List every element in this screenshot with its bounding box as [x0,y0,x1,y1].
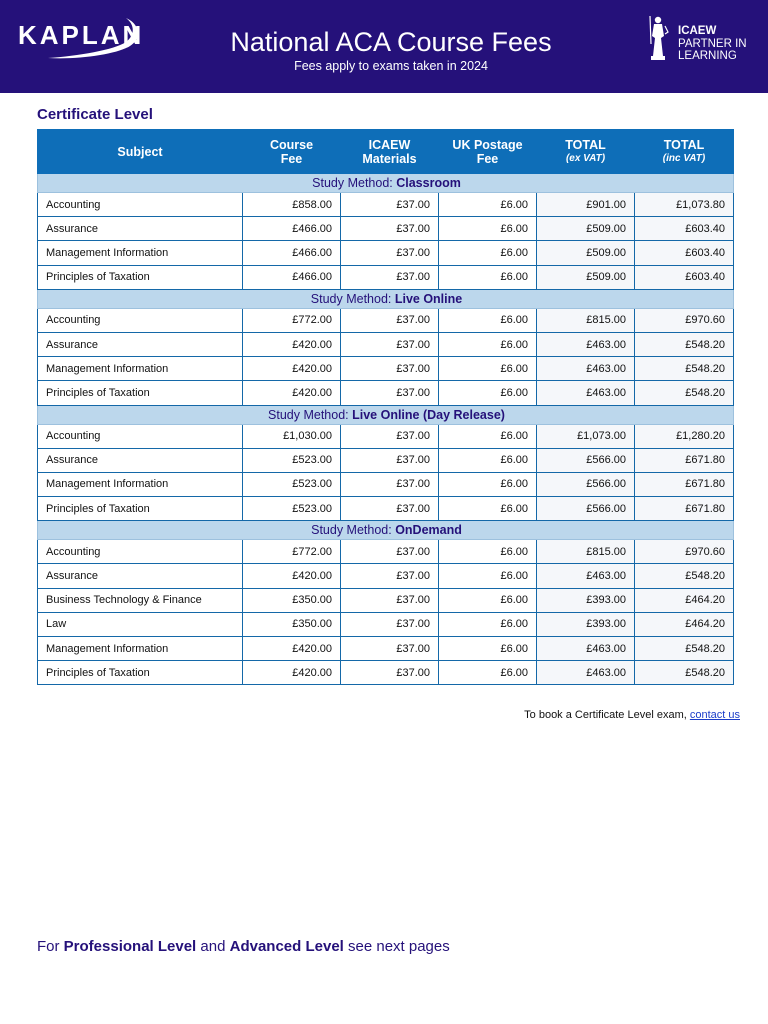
subject-cell: Management Information [38,357,243,381]
col-label: ICAEW Materials [362,137,417,166]
fee-cell: £815.00 [537,540,635,564]
study-method-row [38,405,734,424]
subject-cell: Principles of Taxation [38,265,243,289]
fee-cell: £6.00 [439,241,537,265]
fee-cell: £37.00 [341,588,439,612]
fee-cell: £37.00 [341,265,439,289]
fee-cell: £37.00 [341,661,439,685]
fee-cell: £6.00 [439,448,537,472]
table-row [38,193,734,217]
fee-cell: £671.80 [635,448,734,472]
fee-cell: £6.00 [439,661,537,685]
fee-cell: £671.80 [635,472,734,496]
fee-cell: £393.00 [537,612,635,636]
fee-cell: £6.00 [439,332,537,356]
fee-cell: £1,073.00 [537,424,635,448]
col-header-subject [38,130,243,174]
subject-cell: Assurance [38,448,243,472]
fee-cell: £37.00 [341,308,439,332]
fee-cell: £463.00 [537,332,635,356]
fee-cell: £420.00 [243,661,341,685]
fee-cell: £509.00 [537,265,635,289]
study-method-cell [38,521,734,540]
study-method-prefix: Study Method: [310,291,395,306]
table-header-row [38,130,734,174]
table-row [38,308,734,332]
fee-cell: £901.00 [537,193,635,217]
fee-cell: £671.80 [635,497,734,521]
table-row [38,540,734,564]
col-label: TOTAL [663,137,705,152]
table-row [38,424,734,448]
page-subtitle: Fees apply to exams taken in 2024 [294,59,488,73]
section-title: Certificate Level [37,106,153,123]
fee-cell: £350.00 [243,588,341,612]
col-label: TOTAL [565,137,606,152]
professional-level-label: Professional Level [63,938,197,955]
table-row [38,265,734,289]
subject-cell: Law [38,612,243,636]
col-note: (ex VAT) [565,152,606,164]
col-header-course-fee [243,130,341,174]
study-method-prefix: Study Method: [268,407,353,422]
subject-cell: Business Technology & Finance [38,588,243,612]
fee-cell: £566.00 [537,497,635,521]
fee-cell: £420.00 [243,564,341,588]
col-header-total-ex-vat [537,130,635,174]
table-row [38,381,734,405]
fee-cell: £6.00 [439,612,537,636]
fee-cell: £772.00 [243,540,341,564]
fee-cell: £37.00 [341,564,439,588]
fee-cell: £6.00 [439,637,537,661]
study-method-name: Live Online [394,291,463,306]
fee-cell: £523.00 [243,472,341,496]
fee-cell: £603.40 [635,217,734,241]
page-title: National ACA Course Fees [230,27,552,57]
fee-cell: £420.00 [243,637,341,661]
subject-cell: Accounting [38,424,243,448]
fee-cell: £566.00 [537,448,635,472]
table-row [38,661,734,685]
page-header [0,0,768,93]
footer-post: see next pages [343,938,450,955]
fee-cell: £464.20 [635,588,734,612]
fee-cell: £37.00 [341,241,439,265]
col-label: UK Postage Fee [452,137,523,166]
fee-cell: £466.00 [243,217,341,241]
fee-cell: £772.00 [243,308,341,332]
title-block [180,26,602,74]
fee-cell: £37.00 [341,448,439,472]
fee-cell: £6.00 [439,193,537,217]
footer-note [37,938,450,955]
advanced-level-label: Advanced Level [229,938,344,955]
subject-cell: Principles of Taxation [38,497,243,521]
subject-cell: Management Information [38,241,243,265]
fee-cell: £6.00 [439,564,537,588]
fee-cell: £523.00 [243,448,341,472]
fees-table [37,129,734,685]
table-row [38,217,734,241]
fees-table-body [38,174,734,685]
fee-cell: £464.20 [635,612,734,636]
fee-cell: £463.00 [537,637,635,661]
fee-cell: £466.00 [243,241,341,265]
study-method-cell [38,289,734,308]
study-method-prefix: Study Method: [311,523,396,538]
fee-cell: £37.00 [341,472,439,496]
fee-cell: £37.00 [341,497,439,521]
fee-cell: £350.00 [243,612,341,636]
table-row [38,357,734,381]
fee-cell: £6.00 [439,308,537,332]
fee-cell: £548.20 [635,661,734,685]
footer-pre: For [37,938,64,955]
fee-cell: £6.00 [439,472,537,496]
study-method-cell [38,405,734,424]
subject-cell: Assurance [38,217,243,241]
study-method-prefix: Study Method: [312,176,397,190]
fee-cell: £420.00 [243,381,341,405]
subject-cell: Assurance [38,564,243,588]
fee-cell: £6.00 [439,497,537,521]
fee-cell: £393.00 [537,588,635,612]
fee-cell: £37.00 [341,381,439,405]
fee-cell: £6.00 [439,357,537,381]
fee-cell: £37.00 [341,424,439,448]
study-method-name: Live Online (Day Release) [352,407,505,422]
fee-cell: £466.00 [243,265,341,289]
kaplan-wordmark: KAPLAN [18,20,145,50]
fee-cell: £420.00 [243,357,341,381]
booking-note [524,709,740,721]
study-method-row [38,289,734,308]
table-row [38,332,734,356]
fee-cell: £1,280.20 [635,424,734,448]
study-method-row [38,174,734,193]
fee-cell: £6.00 [439,217,537,241]
study-method-name: OnDemand [395,523,462,538]
icaew-line-2: PARTNER IN [678,37,747,50]
fee-cell: £37.00 [341,193,439,217]
icaew-text [678,25,747,63]
fee-cell: £1,030.00 [243,424,341,448]
table-row [38,612,734,636]
subject-cell: Accounting [38,308,243,332]
icaew-line-1: ICAEW [678,25,717,37]
fee-cell: £1,073.80 [635,193,734,217]
fee-cell: £858.00 [243,193,341,217]
table-row [38,564,734,588]
fee-cell: £463.00 [537,564,635,588]
fee-cell: £37.00 [341,540,439,564]
icaew-figure-icon [646,14,670,62]
fee-cell: £6.00 [439,381,537,405]
col-note: (inc VAT) [662,152,706,164]
fee-cell: £6.00 [439,424,537,448]
subject-cell: Principles of Taxation [38,661,243,685]
fee-cell: £548.20 [635,332,734,356]
contact-us-link[interactable]: contact us [689,709,740,721]
study-method-name: Classroom [396,176,461,190]
fee-cell: £523.00 [243,497,341,521]
fee-cell: £463.00 [537,661,635,685]
fee-cell: £603.40 [635,241,734,265]
fee-cell: £6.00 [439,588,537,612]
fee-cell: £548.20 [635,357,734,381]
study-method-row [38,521,734,540]
fee-cell: £548.20 [635,564,734,588]
fee-cell: £37.00 [341,217,439,241]
table-row [38,241,734,265]
fee-cell: £37.00 [341,612,439,636]
fee-cell: £509.00 [537,217,635,241]
subject-cell: Management Information [38,637,243,661]
col-header-total-inc-vat [635,130,734,174]
icaew-partner-logo [646,14,766,64]
fee-cell: £6.00 [439,540,537,564]
subject-cell: Management Information [38,472,243,496]
study-method-cell [38,174,734,193]
subject-cell: Principles of Taxation [38,381,243,405]
subject-cell: Assurance [38,332,243,356]
fee-cell: £420.00 [243,332,341,356]
fee-cell: £37.00 [341,637,439,661]
fee-cell: £603.40 [635,265,734,289]
footer-mid: and [196,938,230,955]
subject-cell: Accounting [38,193,243,217]
fee-cell: £548.20 [635,381,734,405]
table-row [38,588,734,612]
fee-cell: £815.00 [537,308,635,332]
table-row [38,637,734,661]
fee-cell: £463.00 [537,357,635,381]
booking-text: To book a Certificate Level exam, [524,709,690,721]
icaew-line-3: LEARNING [678,50,737,62]
fee-cell: £509.00 [537,241,635,265]
col-header-icaew-materials [341,130,439,174]
fee-cell: £566.00 [537,472,635,496]
fee-cell: £548.20 [635,637,734,661]
kaplan-logo [18,14,145,62]
fee-cell: £37.00 [341,357,439,381]
subject-cell: Accounting [38,540,243,564]
fee-cell: £37.00 [341,332,439,356]
fee-cell: £970.60 [635,540,734,564]
col-label: Course Fee [269,137,314,166]
fee-cell: £463.00 [537,381,635,405]
fee-cell: £970.60 [635,308,734,332]
col-header-uk-postage [439,130,537,174]
col-label: Subject [117,144,163,159]
table-row [38,448,734,472]
fee-cell: £6.00 [439,265,537,289]
table-row [38,497,734,521]
table-row [38,472,734,496]
